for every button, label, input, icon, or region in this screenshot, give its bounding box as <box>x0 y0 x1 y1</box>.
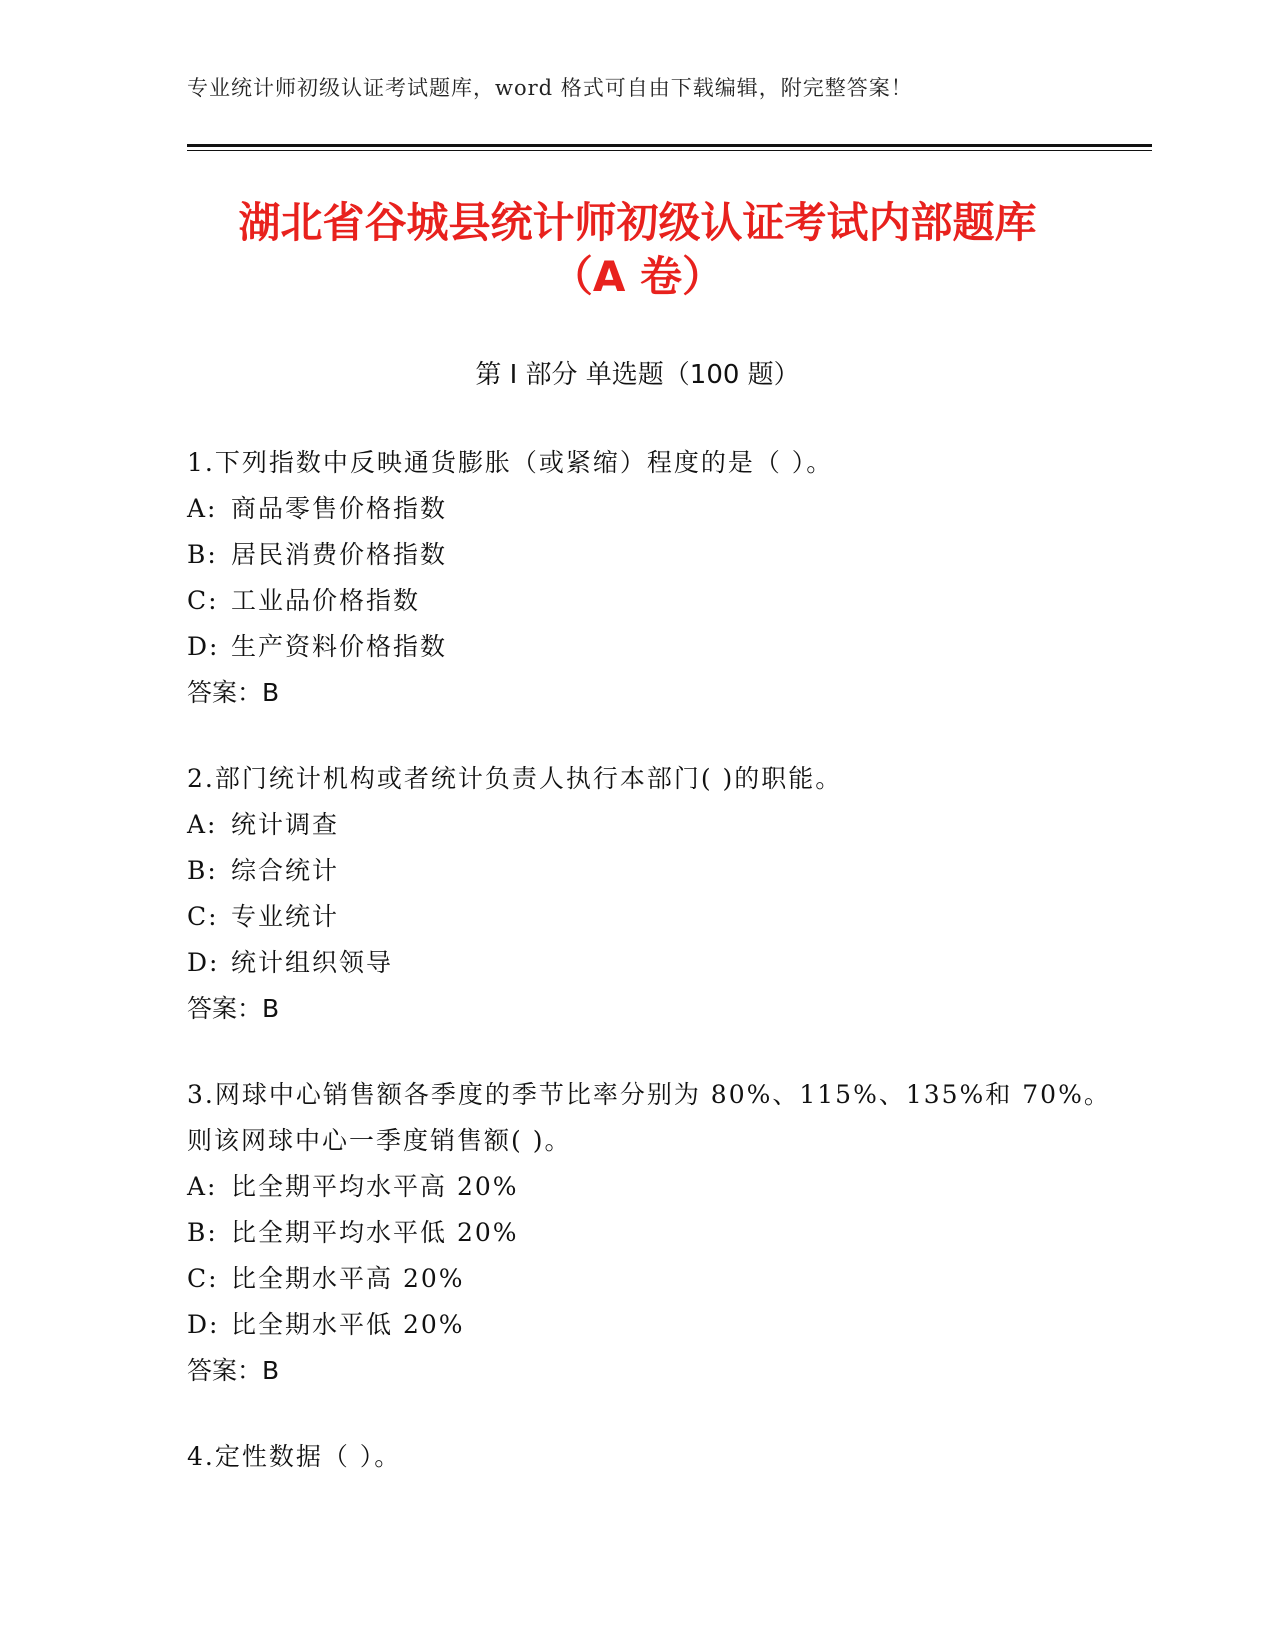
option-text: 比全期平均水平高 20% <box>231 1172 519 1201</box>
option-b <box>187 1210 1147 1256</box>
option-key: B: <box>187 856 218 885</box>
option-key: B: <box>187 1218 218 1247</box>
option-b <box>187 532 1147 578</box>
option-c <box>187 894 1147 940</box>
answer-label: 答案： <box>187 678 263 707</box>
option-key: A: <box>187 810 218 839</box>
option-text: 生产资料价格指数 <box>231 632 448 661</box>
question-2 <box>187 756 1147 1032</box>
option-a <box>187 1164 1147 1210</box>
option-d <box>187 624 1147 670</box>
option-d <box>187 1302 1147 1348</box>
option-key: D: <box>187 1310 220 1339</box>
option-key: B: <box>187 540 218 569</box>
question-stem: 2.部门统计机构或者统计负责人执行本部门( )的职能。 <box>187 764 843 793</box>
option-text: 比全期水平低 20% <box>231 1310 465 1339</box>
option-text: 比全期水平高 20% <box>231 1264 465 1293</box>
question-stem: 1.下列指数中反映通货膨胀（或紧缩）程度的是（ ）。 <box>187 448 834 477</box>
document-title-line2: （A 卷） <box>550 252 725 301</box>
answer-value: B <box>262 678 280 707</box>
option-text: 统计调查 <box>231 810 340 839</box>
answer <box>187 670 1147 716</box>
section-title: 第 I 部分 单选题（100 题） <box>475 360 800 390</box>
option-d <box>187 940 1147 986</box>
option-key: C: <box>187 1264 219 1293</box>
option-text: 商品零售价格指数 <box>231 494 448 523</box>
option-key: A: <box>187 494 218 523</box>
option-key: A: <box>187 1172 218 1201</box>
option-key: C: <box>187 902 219 931</box>
option-text: 综合统计 <box>231 856 340 885</box>
document-title <box>0 196 1275 304</box>
option-text: 居民消费价格指数 <box>231 540 448 569</box>
option-b <box>187 848 1147 894</box>
question-1 <box>187 440 1147 716</box>
option-c <box>187 578 1147 624</box>
option-text: 比全期平均水平低 20% <box>231 1218 519 1247</box>
header-note: 专业统计师初级认证考试题库，word 格式可自由下载编辑，附完整答案！ <box>187 76 913 100</box>
question-stem: 4.定性数据（ ）。 <box>187 1442 402 1471</box>
question-stem: 3.网球中心销售额各季度的季节比率分别为 80%、115%、135%和 70%。 <box>187 1080 1111 1109</box>
question-list <box>187 440 1147 1520</box>
option-key: D: <box>187 632 220 661</box>
answer-label: 答案： <box>187 1356 263 1385</box>
answer <box>187 986 1147 1032</box>
header-rule-thick <box>187 144 1152 147</box>
question-stem: 则该网球中心一季度销售额( )。 <box>187 1126 572 1155</box>
answer-value: B <box>262 994 280 1023</box>
option-text: 工业品价格指数 <box>231 586 421 615</box>
answer-label: 答案： <box>187 994 263 1023</box>
option-c <box>187 1256 1147 1302</box>
question-4 <box>187 1434 1147 1480</box>
option-a <box>187 486 1147 532</box>
option-text: 专业统计 <box>231 902 340 931</box>
option-key: C: <box>187 586 219 615</box>
document-title-line1: 湖北省谷城县统计师初级认证考试内部题库 <box>238 198 1037 247</box>
question-3 <box>187 1072 1147 1394</box>
header-rule-thin <box>187 150 1152 151</box>
answer-value: B <box>262 1356 280 1385</box>
answer <box>187 1348 1147 1394</box>
option-key: D: <box>187 948 220 977</box>
option-text: 统计组织领导 <box>231 948 394 977</box>
option-a <box>187 802 1147 848</box>
